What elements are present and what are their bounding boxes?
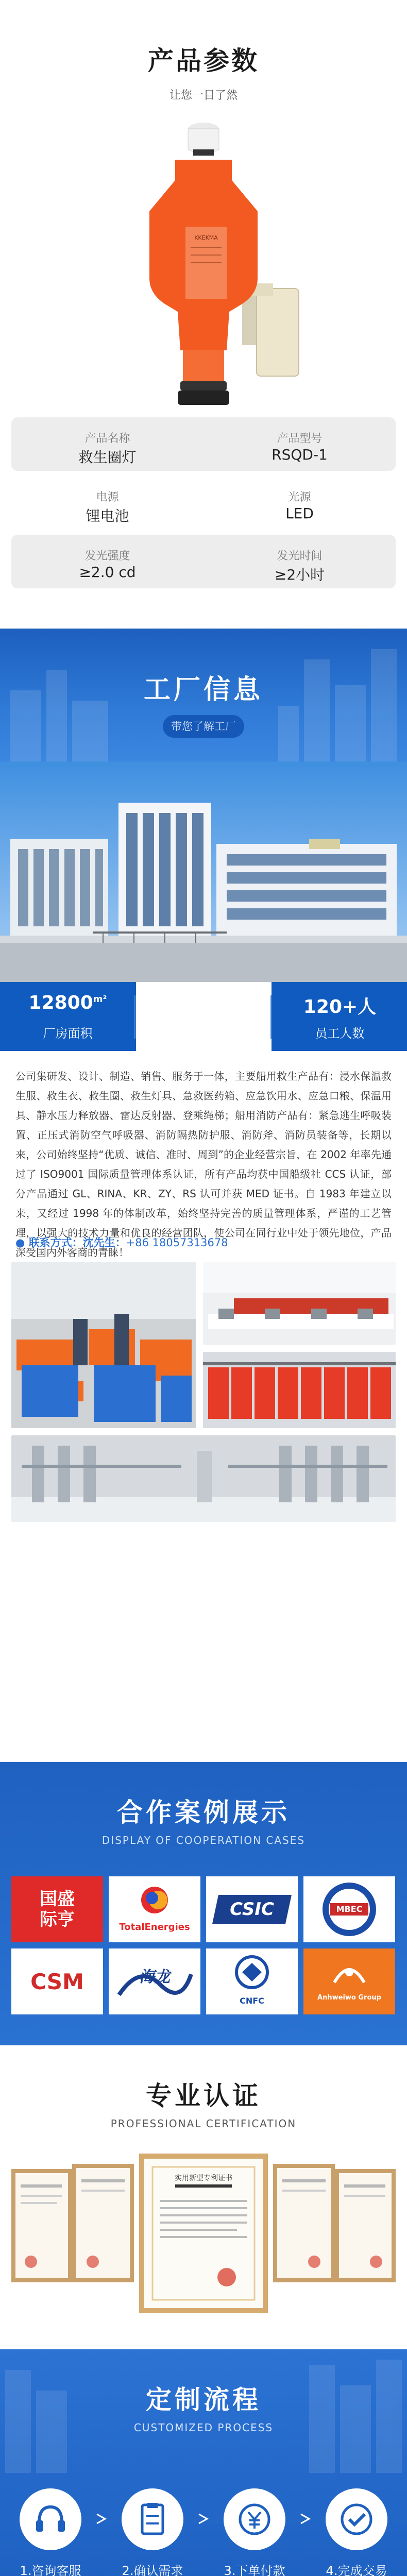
param-value: 锂电池 <box>86 507 129 524</box>
step-label: 1.咨询客服 <box>20 2564 81 2576</box>
arrow-right-icon <box>197 2512 210 2526</box>
side-certificate <box>72 2164 134 2282</box>
params-row <box>11 476 396 530</box>
param-key: 电源 <box>96 491 119 504</box>
lamp-bottom-ring <box>180 381 227 391</box>
yen-coin-icon <box>224 2488 285 2550</box>
param-cell <box>204 535 396 588</box>
process-title: 定制流程 <box>146 2385 261 2415</box>
param-cell <box>204 476 396 530</box>
partner-logo-text: TotalEnergies <box>119 1922 190 1933</box>
factory-stats-bar <box>0 982 407 1051</box>
cases-subtitle: DISPLAY OF COOPERATION CASES <box>101 1834 306 1846</box>
lamp-bottom-cap <box>178 391 229 405</box>
partner-logo <box>206 1948 298 2014</box>
param-value: ≥2.0 cd <box>79 564 136 581</box>
partner-logo-text: CNFC <box>240 1996 264 2006</box>
mount-bracket <box>257 289 299 376</box>
partner-logo-text: CSIC <box>230 1899 274 1920</box>
contact-phone[interactable]: +86 18057313678 <box>126 1236 228 1249</box>
contact-label: 联系方式：沈先生： <box>28 1236 126 1249</box>
product-params-section <box>0 0 407 629</box>
param-cell <box>11 417 204 471</box>
param-value: 救生圈灯 <box>78 449 137 466</box>
stat-number: 20000件 <box>162 996 246 1018</box>
param-key: 产品型号 <box>277 432 323 445</box>
stat-factory-area <box>0 982 135 1051</box>
cert-title: 专业认证 <box>146 2081 261 2111</box>
stat-label: 厂房面积 <box>43 1026 93 1041</box>
cases-title: 合作案例展示 <box>117 1798 290 1827</box>
contact-line <box>15 1234 228 1250</box>
partner-logo <box>109 1876 200 1942</box>
partner-logo-text: 海龙 <box>139 1968 170 1986</box>
partner-logo <box>206 1876 298 1942</box>
param-key: 发光时间 <box>277 550 323 563</box>
stat-divider <box>270 995 272 1039</box>
params-row <box>11 417 396 471</box>
step-label: 4.完成交易 <box>326 2564 387 2576</box>
clipboard-icon <box>122 2488 183 2550</box>
step-circle <box>326 2488 387 2550</box>
partner-logo <box>303 1948 395 2014</box>
stat-label: 月产量 <box>185 1026 223 1041</box>
param-key: 发光强度 <box>84 550 130 563</box>
partner-logo-text: Anhweiwo Group <box>317 1994 381 2002</box>
office-photo <box>203 1262 396 1345</box>
partner-logo-text: 国盛 际亨 <box>40 1889 75 1930</box>
partner-logo <box>303 1876 395 1942</box>
params-table <box>11 417 396 594</box>
factory-info-section <box>0 629 407 1762</box>
lifebuoy-light-image <box>0 108 407 417</box>
certificates-display <box>0 2154 407 2324</box>
water-treatment-photo <box>11 1435 396 1522</box>
process-subtitle: CUSTOMIZED PROCESS <box>133 2421 274 2434</box>
factory-header-band <box>0 629 407 761</box>
params-subtitle: 让您一目了然 <box>169 89 238 102</box>
param-cell <box>11 535 204 588</box>
param-key: 光源 <box>288 491 311 504</box>
headset-icon <box>20 2488 81 2550</box>
factory-subtitle-pill: 带您了解工厂 <box>163 715 244 738</box>
side-certificate <box>335 2169 396 2282</box>
customized-process-section <box>0 2349 407 2576</box>
product-label-text: KKEKMA <box>194 234 218 241</box>
step-circle <box>224 2488 285 2550</box>
stat-divider <box>134 995 135 1039</box>
certification-section <box>0 2045 407 2349</box>
lifejacket-rack-photo <box>203 1352 396 1428</box>
factory-building-photo <box>0 761 407 982</box>
contact-dot-icon: ● <box>15 1236 29 1249</box>
step-circle <box>122 2488 183 2550</box>
lamp-ring <box>193 149 214 156</box>
param-value: ≥2小时 <box>274 566 325 583</box>
param-cell <box>11 476 204 530</box>
partner-logo-text: MBEC <box>336 1904 363 1914</box>
stat-label: 员工人数 <box>315 1026 365 1041</box>
params-row <box>11 535 396 588</box>
arrow-right-icon <box>299 2512 312 2526</box>
stat-staff <box>272 982 407 1051</box>
cert-subtitle: PROFESSIONAL CERTIFICATION <box>110 2117 297 2130</box>
partner-logo <box>109 1948 200 2014</box>
cooperation-cases-section <box>0 1762 407 2045</box>
param-cell <box>204 417 396 471</box>
stat-monthly-output <box>136 982 272 1051</box>
workshop-photo-1 <box>11 1262 196 1428</box>
param-value: RSQD-1 <box>272 446 328 463</box>
totalenergies-mark-icon <box>109 1880 200 1917</box>
factory-title: 工厂信息 <box>143 674 263 705</box>
step-circle <box>20 2488 81 2550</box>
stat-number: $12800^{m^2}$ <box>28 992 107 1013</box>
arrow-right-icon <box>95 2512 108 2526</box>
check-badge-icon <box>326 2488 387 2550</box>
cnfc-emblem-icon <box>206 1953 298 1994</box>
company-description: 公司集研发、设计、制造、销售、服务于一体，主要船用救生产品有：浸水保温救生服、救生衣、救生圈、救生灯具、急救医药箱、应急饮用水、应急口粮、保温用具、静水压力释放器、雷达反射器、登乘绳梯；船用消防产品有：紧急逃生呼吸装置、正压式消防空气呼吸器、消防隔热防护服、消防斧、消防员装备等，长期以来，公司始终坚持“优质、诚信、准时、周到”的企业经营宗旨，在 2002 年率先通过了 ISO9001 国际质量管理体系认证，所有产品均获中国船级社 CCS 认证，部分产品通过 GL、RINA、KR、ZY、RS 认可并获 MED 证书。自 1983 年建立以来，又经过 1998 年的体制改革，始终坚持完善的质量管理体系，严谨的工艺管理，以强大的技术力量和优良的经营团队，使公司在同行业中处于领先地位，产品深受国内外客商的青睐！ <box>15 1070 392 1259</box>
partner-logo-text: CSM <box>30 1969 84 1994</box>
param-value: LED <box>285 505 314 522</box>
anhweiwo-emblem-icon <box>303 1952 395 1993</box>
side-certificate <box>11 2169 72 2282</box>
side-certificate <box>273 2164 335 2282</box>
center-cert-title: 实用新型专利证书 <box>175 2174 232 2182</box>
partner-logo <box>11 1948 103 2014</box>
params-title: 产品参数 <box>148 46 259 76</box>
step-label: 2.确认需求 <box>122 2564 183 2576</box>
param-key: 产品名称 <box>84 432 130 445</box>
stat-number: 120+人 <box>303 996 377 1018</box>
step-label: 3.下单付款 <box>224 2564 285 2576</box>
lamp-base <box>183 350 224 386</box>
partner-logo <box>11 1876 103 1942</box>
